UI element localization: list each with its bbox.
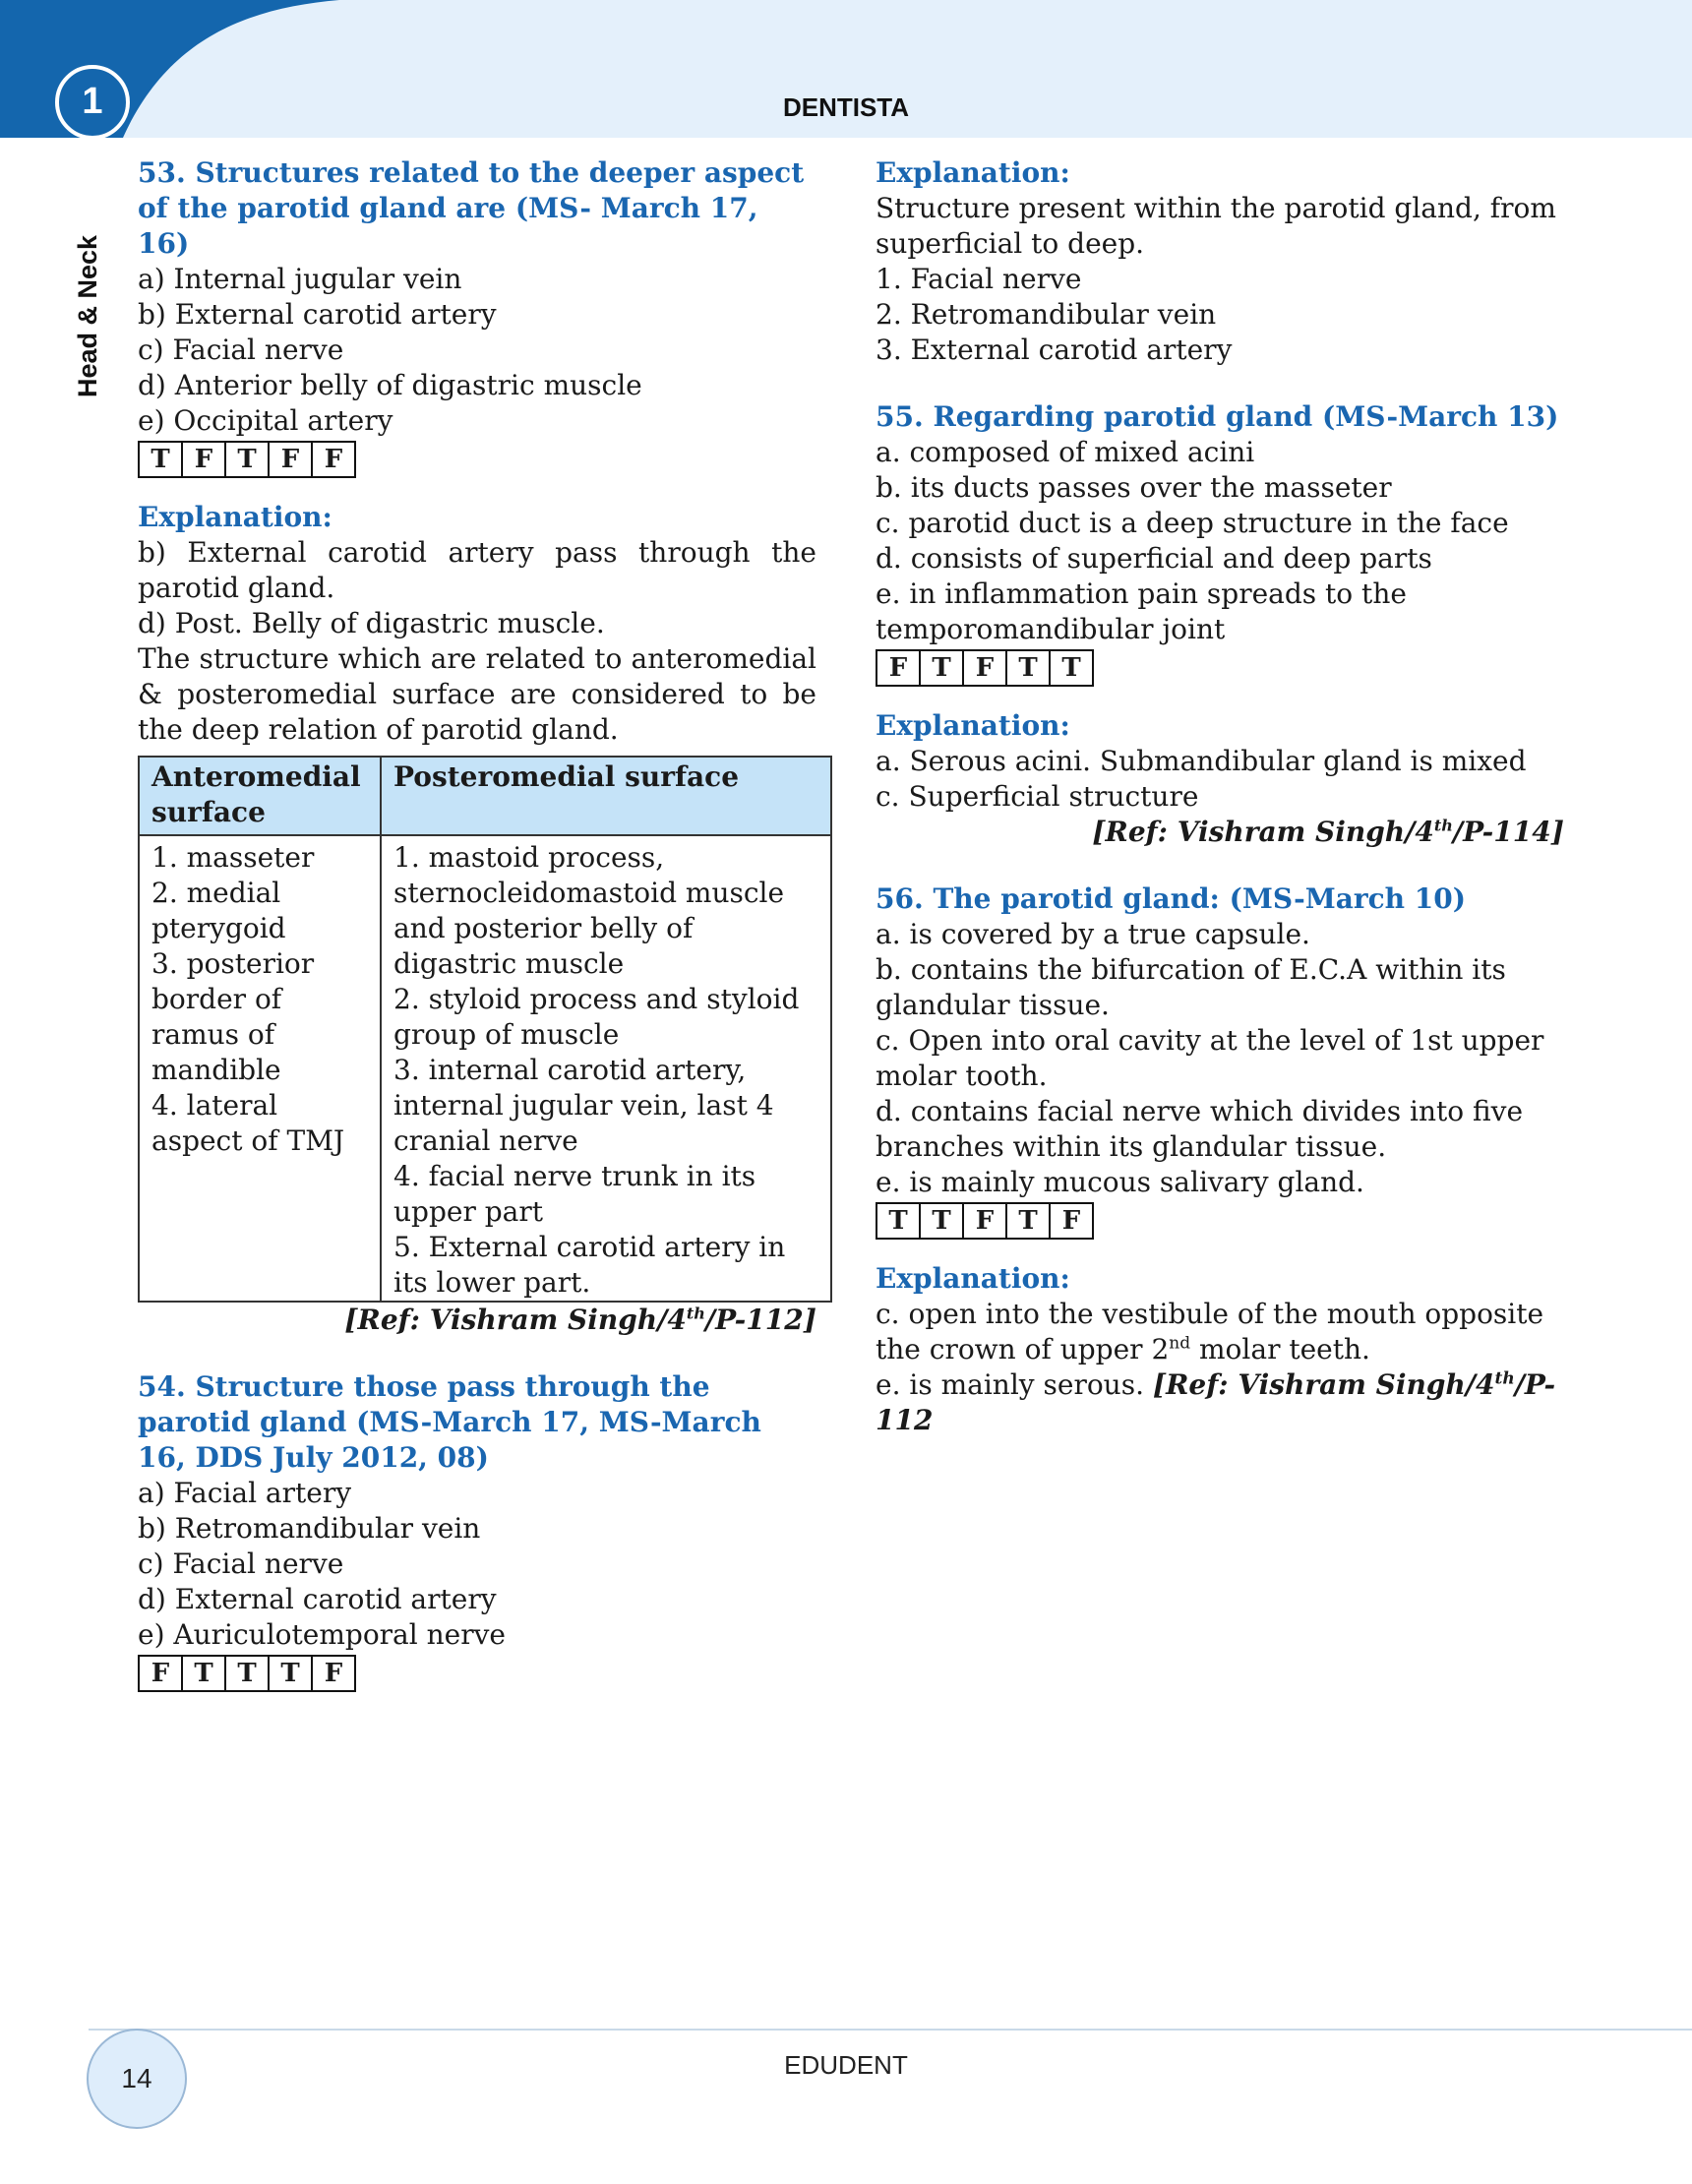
answer-cell: F xyxy=(181,441,226,478)
q54-answer-key xyxy=(138,1655,816,1694)
anteromedial-cell xyxy=(139,835,381,1302)
q55-option-b: b. its ducts passes over the masseter xyxy=(876,471,1392,504)
answer-cell: T xyxy=(1005,1202,1051,1240)
answer-cell: T xyxy=(919,649,964,687)
q55-answer-key xyxy=(876,649,1564,689)
posteromedial-cell xyxy=(381,835,831,1302)
header-swoosh xyxy=(0,0,354,148)
answer-cell: T xyxy=(876,1202,921,1240)
footer-brand: EDUDENT xyxy=(784,2050,908,2080)
q55-option-a: a. composed of mixed acini xyxy=(876,436,1255,468)
book-title: DENTISTA xyxy=(782,92,910,122)
q55-option-e: e. in inflammation pain spreads to the temporomandibular joint xyxy=(876,577,1407,645)
q55-reference: [Ref: Vishram Singh/4th/P-114] xyxy=(1092,816,1564,848)
question-55-title: 55. Regarding parotid gland (MS-March 13) xyxy=(876,400,1559,433)
q55-explanation-line: a. Serous acini. Submandibular gland is mixed xyxy=(876,745,1527,777)
table-item: 3. posterior border of ramus of mandible xyxy=(151,947,315,1086)
q53-answer-key xyxy=(138,441,816,480)
question-54-title: 54. Structure those pass through the parotid gland (MS-March 17, MS-March 16, DDS July 2012, 08) xyxy=(138,1370,761,1474)
answer-cell: F xyxy=(962,1202,1007,1240)
q53-option-d: d) Anterior belly of digastric muscle xyxy=(138,369,642,401)
table-item: 1. masseter xyxy=(151,841,315,874)
q54-explanation-heading: Explanation: xyxy=(876,156,1070,189)
q56-answer-key xyxy=(876,1202,1564,1242)
table-header: Anteromedial surface xyxy=(139,757,381,835)
q54-option-a: a) Facial artery xyxy=(138,1477,352,1509)
q56-explanation-c: c. open into the vestibule of the mouth opposite the crown of upper 2nd molar teeth. xyxy=(876,1298,1544,1365)
q56-explanation-heading: Explanation: xyxy=(876,1262,1070,1295)
page-number: 14 xyxy=(87,2029,187,2129)
q54-explanation-line: 1. Facial nerve xyxy=(876,263,1082,295)
answer-cell: F xyxy=(311,441,356,478)
q55-explanation-heading: Explanation: xyxy=(876,709,1070,742)
q54-option-b: b) Retromandibular vein xyxy=(138,1512,481,1545)
table-item: 3. internal carotid artery, internal jugular vein, last 4 cranial nerve xyxy=(393,1054,774,1157)
right-column xyxy=(876,155,1564,1438)
question-56-title: 56. The parotid gland: (MS-March 10) xyxy=(876,882,1467,915)
chapter-number: 1 xyxy=(55,65,130,140)
answer-cell: T xyxy=(919,1202,964,1240)
q54-explanation-line: Structure present within the parotid gland, from superficial to deep. xyxy=(876,192,1556,260)
q56-option-c: c. Open into oral cavity at the level of 1st upper molar tooth. xyxy=(876,1024,1544,1092)
q53-option-a: a) Internal jugular vein xyxy=(138,263,462,295)
q56-option-a: a. is covered by a true capsule. xyxy=(876,918,1310,950)
q54-option-c: c) Facial nerve xyxy=(138,1547,344,1580)
answer-cell: T xyxy=(1005,649,1051,687)
q56-option-b: b. contains the bifurcation of E.C.A within its glandular tissue. xyxy=(876,953,1506,1021)
footer-rule xyxy=(89,2029,1692,2031)
answer-cell: T xyxy=(224,1655,270,1692)
answer-cell: T xyxy=(1049,649,1094,687)
table-item: 2. styloid process and styloid group of muscle xyxy=(393,983,800,1051)
table-header: Posteromedial surface xyxy=(381,757,831,835)
table-item: 5. External carotid artery in its lower part. xyxy=(393,1231,786,1299)
q53-explanation-heading: Explanation: xyxy=(138,501,332,533)
table-item: 2. medial pterygoid xyxy=(151,877,286,944)
section-label: Head & Neck xyxy=(73,234,102,397)
q54-explanation-line: 2. Retromandibular vein xyxy=(876,298,1217,331)
q56-option-d: d. contains facial nerve which divides into five branches within its glandular tissue. xyxy=(876,1095,1524,1163)
q53-option-b: b) External carotid artery xyxy=(138,298,497,331)
left-column xyxy=(138,155,816,1694)
question-53-title: 53. Structures related to the deeper aspect of the parotid gland are (MS- March 17, 16) xyxy=(138,156,805,260)
answer-cell: F xyxy=(138,1655,183,1692)
answer-cell: F xyxy=(311,1655,356,1692)
q53-explanation-line: The structure which are related to anteromedial & posteromedial surface are considered to be the deep relation of parotid gland. xyxy=(138,642,816,746)
table-item: 4. lateral aspect of TMJ xyxy=(151,1089,345,1157)
q55-option-d: d. consists of superficial and deep parts xyxy=(876,542,1432,575)
answer-cell: T xyxy=(138,441,183,478)
table-item: 1. mastoid process, sternocleidomastoid muscle and posterior belly of digastric muscle xyxy=(393,841,785,980)
q53-reference: [Ref: Vishram Singh/4th/P-112] xyxy=(344,1304,816,1336)
table-item: 4. facial nerve trunk in its upper part xyxy=(393,1160,756,1228)
answer-cell: F xyxy=(268,441,313,478)
q53-explanation-line: b) External carotid artery pass through the parotid gland. xyxy=(138,536,816,604)
q54-option-e: e) Auriculotemporal nerve xyxy=(138,1618,506,1651)
q56-option-e: e. is mainly mucous salivary gland. xyxy=(876,1166,1364,1198)
deep-relations-table xyxy=(138,756,832,1303)
q55-option-c: c. parotid duct is a deep structure in the face xyxy=(876,507,1509,539)
answer-cell: F xyxy=(876,649,921,687)
q56-explanation-e: e. is mainly serous. [Ref: Vishram Singh/4th/P-112 xyxy=(876,1368,1556,1436)
q53-option-c: c) Facial nerve xyxy=(138,334,344,366)
answer-cell: T xyxy=(181,1655,226,1692)
q53-explanation-line: d) Post. Belly of digastric muscle. xyxy=(138,607,605,639)
q53-option-e: e) Occipital artery xyxy=(138,404,393,437)
answer-cell: F xyxy=(1049,1202,1094,1240)
answer-cell: T xyxy=(224,441,270,478)
q54-option-d: d) External carotid artery xyxy=(138,1583,497,1615)
q54-explanation-line: 3. External carotid artery xyxy=(876,334,1233,366)
answer-cell: T xyxy=(268,1655,313,1692)
q55-explanation-line: c. Superficial structure xyxy=(876,780,1199,813)
answer-cell: F xyxy=(962,649,1007,687)
